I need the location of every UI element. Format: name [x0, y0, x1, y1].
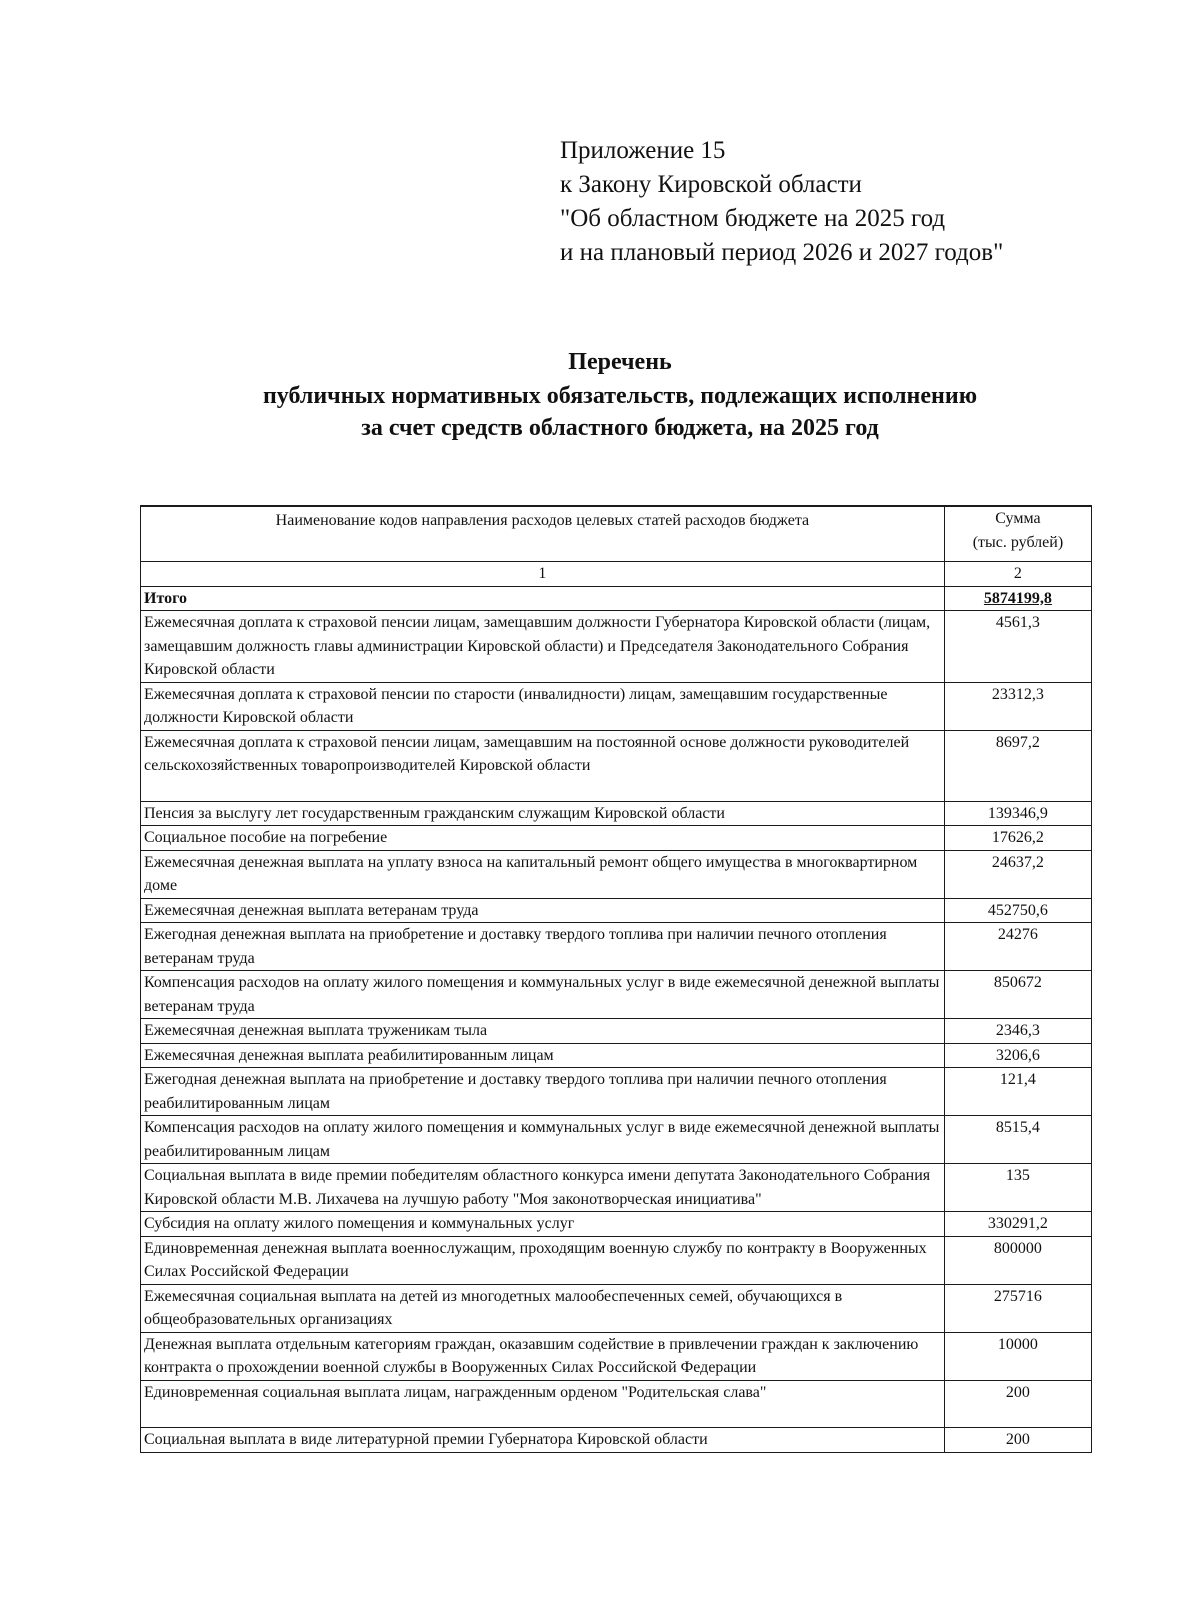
- row-name-cell: [141, 1164, 945, 1212]
- row-value: 200: [944, 1428, 1091, 1453]
- row-value: 10000: [944, 1332, 1091, 1380]
- row-name-cell: [141, 1116, 945, 1164]
- row-name-cell: [141, 1043, 945, 1068]
- total-label: Итого: [141, 586, 945, 611]
- total-value: 5874199,8: [944, 586, 1091, 611]
- table-row: [141, 1068, 1092, 1116]
- row-name-cell: [141, 1380, 945, 1428]
- title-line: Перечень: [568, 349, 672, 375]
- row-value: 3206,6: [944, 1043, 1091, 1068]
- row-name-cell: [141, 1332, 945, 1380]
- table-header-row: [141, 506, 1092, 562]
- row-value: 330291,2: [944, 1212, 1091, 1237]
- row-name-cell: [141, 1212, 945, 1237]
- row-name-cell: [141, 1428, 945, 1453]
- row-value: 2346,3: [944, 1019, 1091, 1044]
- row-name-cell: [141, 730, 945, 801]
- row-name: Ежегодная денежная выплата на приобретение и доставку твердого топлива при наличии печного отопления ветеранам труда: [144, 926, 887, 967]
- row-name-cell: [141, 611, 945, 683]
- row-name: Ежемесячная денежная выплата реабилитированным лицам: [144, 1046, 554, 1064]
- row-value: 121,4: [944, 1068, 1091, 1116]
- appendix-line: "Об областном бюджете на 2025 год: [560, 205, 946, 232]
- row-name-cell: [141, 971, 945, 1019]
- row-value: 850672: [944, 971, 1091, 1019]
- table-row: [141, 923, 1092, 971]
- row-name: Ежемесячная доплата к страховой пенсии по старости (инвалидности) лицам, замещавшим государственные должности Кировской области: [144, 685, 888, 726]
- obligations-table: [140, 505, 1092, 1453]
- header-name-cell: Наименование кодов направления расходов целевых статей расходов бюджета: [141, 506, 945, 562]
- table-row: [141, 730, 1092, 801]
- row-value: 139346,9: [944, 801, 1091, 826]
- row-value: 135: [944, 1164, 1091, 1212]
- table-row: [141, 1236, 1092, 1284]
- table-row: [141, 1332, 1092, 1380]
- row-name: Компенсация расходов на оплату жилого помещения и коммунальных услуг в виде ежемесячной денежной выплаты ветеранам труда: [144, 974, 940, 1015]
- header-sum-cell: [944, 506, 1091, 562]
- table-row: [141, 682, 1092, 730]
- row-name: Единовременная денежная выплата военнослужащим, проходящим военную службу по контракту в Вооруженных Силах Российской Федерации: [144, 1239, 927, 1280]
- row-name-cell: [141, 682, 945, 730]
- row-value: 8697,2: [944, 730, 1091, 801]
- document-title: [140, 344, 1100, 444]
- row-value: 200: [944, 1380, 1091, 1428]
- row-name-cell: [141, 801, 945, 826]
- table-row: [141, 1284, 1092, 1332]
- row-value: 24637,2: [944, 850, 1091, 898]
- appendix-block: [560, 134, 1003, 270]
- row-name: Ежемесячная денежная выплата на уплату взноса на капитальный ремонт общего имущества в многоквартирном доме: [144, 853, 918, 894]
- row-name-cell: [141, 826, 945, 851]
- row-name-cell: [141, 1284, 945, 1332]
- table-row: [141, 1428, 1092, 1453]
- row-name: Ежегодная денежная выплата на приобретение и доставку твердого топлива при наличии печного отопления реабилитированным лицам: [144, 1071, 887, 1112]
- row-name-cell: [141, 898, 945, 923]
- row-value: 23312,3: [944, 682, 1091, 730]
- row-value: 4561,3: [944, 611, 1091, 683]
- row-value: 800000: [944, 1236, 1091, 1284]
- header-sum-line: Сумма: [995, 510, 1041, 527]
- row-name-cell: [141, 1236, 945, 1284]
- title-line: публичных нормативных обязательств, подлежащих исполнению: [262, 383, 978, 409]
- row-name-cell: [141, 923, 945, 971]
- table-row: [141, 1164, 1092, 1212]
- table-row: [141, 801, 1092, 826]
- row-name-cell: [141, 850, 945, 898]
- table-row: [141, 1380, 1092, 1428]
- table-row: [141, 1019, 1092, 1044]
- table-row: [141, 1116, 1092, 1164]
- row-name-cell: [141, 1019, 945, 1044]
- row-name: Социальное пособие на погребение: [144, 829, 388, 846]
- table-row: [141, 1212, 1092, 1237]
- table-row: [141, 826, 1092, 851]
- row-name: Ежемесячная доплата к страховой пенсии лицам, замещавшим должности Губернатора Кировской области (лицам, замещавшим должность главы администрации Кировской области) и Председателя Законодательного Собрания Кировской области: [144, 614, 931, 678]
- table-row: [141, 850, 1092, 898]
- column-number-cell: 1: [141, 562, 945, 587]
- row-name: Социальная выплата в виде премии победителям областного конкурса имени депутата Законодательного Собрания Кировской области М.В. Лихачева на лучшую работу "Моя законотворческая инициатива": [144, 1167, 931, 1208]
- row-value: 8515,4: [944, 1116, 1091, 1164]
- row-name: Пенсия за выслугу лет государственным гражданским служащим Кировской области: [144, 804, 725, 822]
- table-row: [141, 898, 1092, 923]
- row-name-cell: [141, 1068, 945, 1116]
- row-name: Ежемесячная доплата к страховой пенсии лицам, замещавшим на постоянной основе должности руководителей сельскохозяйственных товаропроизводителей Кировской области: [144, 733, 910, 774]
- appendix-line: Приложение 15: [560, 137, 726, 164]
- row-name: Социальная выплата в виде литературной премии Губернатора Кировской области: [144, 1431, 708, 1448]
- header-sum-line: (тыс. рублей): [972, 533, 1064, 551]
- row-value: 17626,2: [944, 826, 1091, 851]
- table-row: [141, 611, 1092, 683]
- table-row: [141, 971, 1092, 1019]
- row-name: Денежная выплата отдельным категориям граждан, оказавшим содействие в привлечении граждан к заключению контракта о прохождении военной службы в Вооруженных Силах Российской Федерации: [144, 1335, 919, 1376]
- row-value: 24276: [944, 923, 1091, 971]
- row-name: Субсидия на оплату жилого помещения и коммунальных услуг: [144, 1215, 575, 1232]
- column-number-cell: 2: [944, 562, 1091, 587]
- row-value: 275716: [944, 1284, 1091, 1332]
- appendix-line: и на плановый период 2026 и 2027 годов": [560, 239, 1004, 266]
- title-line: за счет средств областного бюджета, на 2025 год: [361, 415, 879, 441]
- total-row: [141, 586, 1092, 611]
- row-name: Единовременная социальная выплата лицам, награжденным орденом "Родительская слава": [144, 1383, 767, 1401]
- appendix-line: к Закону Кировской области: [560, 171, 862, 198]
- table-row: [141, 1043, 1092, 1068]
- row-name: Компенсация расходов на оплату жилого помещения и коммунальных услуг в виде ежемесячной денежной выплаты реабилитированным лицам: [144, 1119, 940, 1160]
- column-numbers-row: [141, 562, 1092, 587]
- row-name: Ежемесячная денежная выплата труженикам тыла: [144, 1022, 488, 1039]
- row-name: Ежемесячная социальная выплата на детей из многодетных малообеспеченных семей, обучающихся в общеобразовательных организациях: [144, 1287, 843, 1328]
- row-value: 452750,6: [944, 898, 1091, 923]
- row-name: Ежемесячная денежная выплата ветеранам труда: [144, 901, 479, 919]
